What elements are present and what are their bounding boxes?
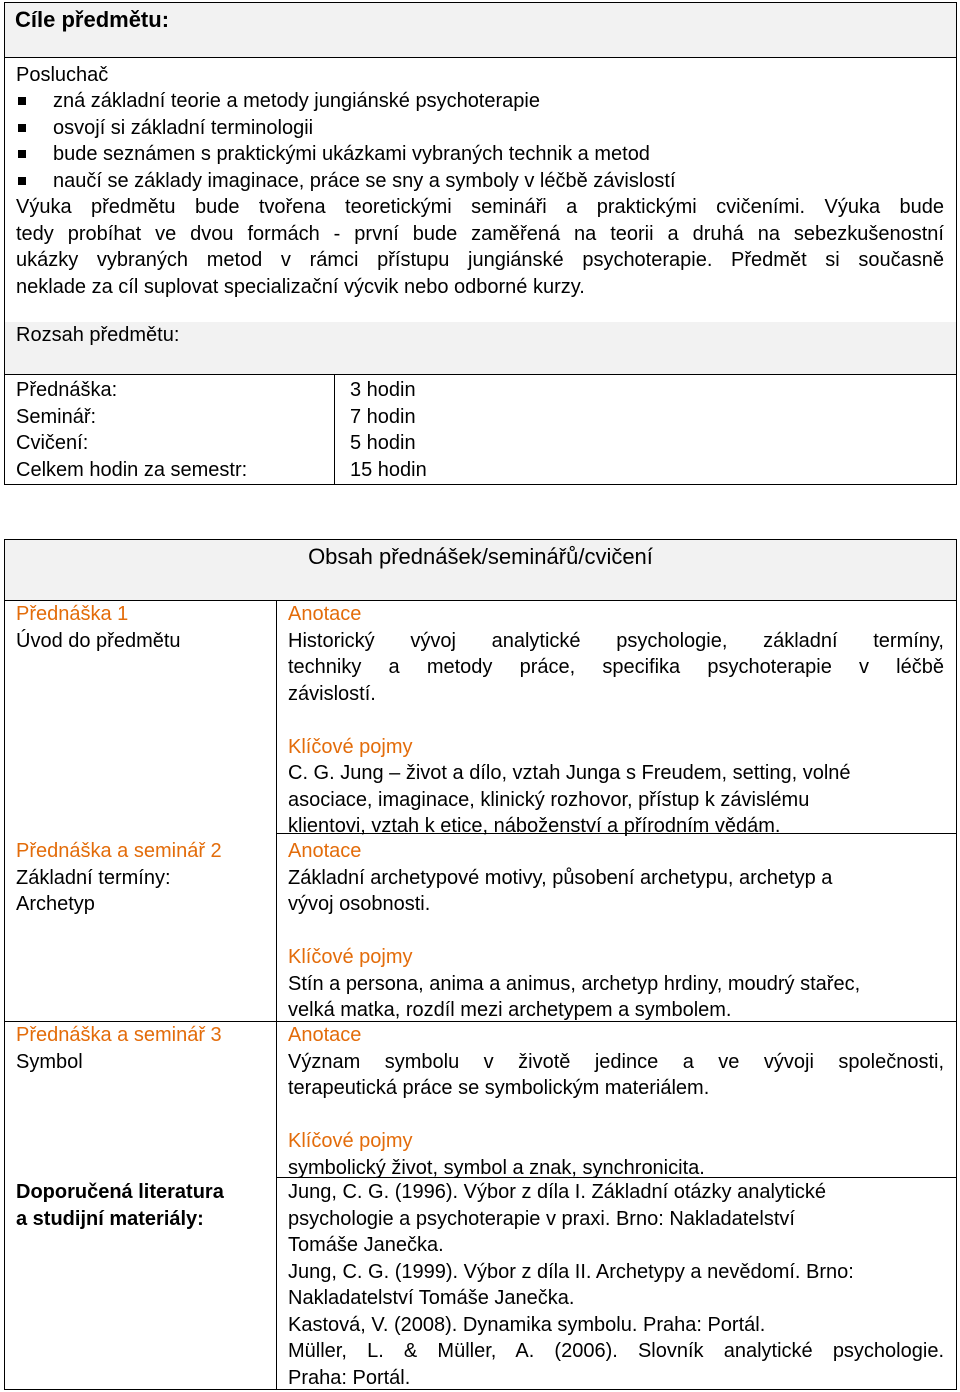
goals-paragraph-line: Výuka předmětu bude tvořena teoretickými semináři a praktickými cvičeními. Výuka bude <box>16 196 944 218</box>
literature-line: Nakladatelství Tomáše Janečka. <box>288 1287 575 1309</box>
keywords-line: symbolický život, symbol a znak, synchronicita. <box>288 1156 705 1179</box>
lecture-title: Úvod do předmětu <box>16 629 181 652</box>
goals-paragraph-line: tedy probíhat ve dvou formách - první bude zaměřená na teorii a druhá na sebezkušenostní <box>16 222 944 245</box>
literature-line: Praha: Portál. <box>288 1366 411 1389</box>
lecture-title: Symbol <box>16 1050 83 1073</box>
lecture-2-right <box>288 838 944 1024</box>
lecture-1-left <box>16 601 181 654</box>
scope-label-column <box>16 377 247 483</box>
annotation-label: Anotace <box>288 840 362 862</box>
lecture-1-right <box>288 601 944 840</box>
scope-label: Přednáška: <box>16 379 118 401</box>
literature-label <box>16 1179 224 1232</box>
goals-heading: Cíle předmětu: <box>15 7 170 32</box>
annotation-line: techniky a metody práce, specifika psychoterapie v léčbě <box>288 656 944 678</box>
goals-paragraph <box>16 194 944 300</box>
annotation-label: Anotace <box>288 1024 362 1046</box>
literature-line: Jung, C. G. (1999). Výbor z díla II. Archetypy a nevědomí. Brno: <box>288 1260 854 1283</box>
goal-bullet: bude seznámen s praktickými ukázkami vybraných technik a metod <box>16 141 676 168</box>
goal-bullet: naučí se základy imaginace, práce se sny a symboly v léčbě závislostí <box>16 168 676 195</box>
goals-bullet-list <box>16 88 676 194</box>
lecture-3-right <box>288 1022 944 1181</box>
lecture-2-left <box>16 838 222 918</box>
annotation-line: terapeutická práce se symbolickým materiálem. <box>288 1077 710 1099</box>
scope-label: Celkem hodin za semestr: <box>16 458 248 481</box>
scope-value: 3 hodin <box>350 379 416 401</box>
literature-line: Kastová, V. (2008). Dynamika symbolu. Praha: Portál. <box>288 1313 766 1336</box>
lecture-title: Základní termíny: <box>16 866 171 889</box>
content-header-cell <box>4 539 957 601</box>
lecture-label: Přednáška a seminář 3 <box>16 1024 222 1046</box>
goals-header-cell <box>4 2 957 58</box>
goal-bullet: zná základní teorie a metody jungiánské psychoterapie <box>16 88 676 115</box>
literature-label-line: Doporučená literatura <box>16 1181 224 1203</box>
lecture-label: Přednáška a seminář 2 <box>16 840 222 862</box>
scope-label: Seminář: <box>16 405 97 428</box>
scope-body-cell <box>4 374 957 485</box>
literature-list <box>288 1179 944 1391</box>
content-column-divider <box>276 601 277 1389</box>
literature-label-line: a studijní materiály: <box>16 1207 204 1230</box>
goal-bullet: osvojí si základní terminologii <box>16 115 676 142</box>
annotation-label: Anotace <box>288 603 362 625</box>
keywords-label: Klíčové pojmy <box>288 946 413 968</box>
scope-value: 15 hodin <box>350 458 427 481</box>
content-heading: Obsah přednášek/seminářů/cvičení <box>308 544 653 569</box>
keywords-line: C. G. Jung – život a dílo, vztah Junga s Freudem, setting, volné <box>288 762 851 784</box>
goals-paragraph-line: neklade za cíl suplovat specializační výcvik nebo odborné kurzy. <box>16 275 585 298</box>
annotation-line: Historický vývoj analytické psychologie, základní termíny, <box>288 629 944 652</box>
lecture-title: Archetyp <box>16 893 95 915</box>
content-table <box>4 600 957 1390</box>
lecture-3-left <box>16 1022 222 1075</box>
keywords-line: klientovi, vztah k etice, náboženství a přírodním vědám. <box>288 815 781 837</box>
keywords-label: Klíčové pojmy <box>288 735 413 758</box>
literature-line: Müller, L. & Müller, A. (2006). Slovník analytické psychologie. <box>288 1340 944 1362</box>
annotation-line: Význam symbolu v životě jedince a ve vývoji společnosti, <box>288 1050 944 1073</box>
scope-value-column <box>350 377 427 483</box>
literature-line: Jung, C. G. (1996). Výbor z díla I. Základní otázky analytické <box>288 1181 827 1203</box>
scope-value: 5 hodin <box>350 432 416 454</box>
goals-body-cell <box>4 57 957 322</box>
scope-label: Cvičení: <box>16 432 89 454</box>
keywords-line: Stín a persona, anima a animus, archetyp hrdiny, moudrý stařec, <box>288 972 861 995</box>
scope-header-cell <box>4 322 957 375</box>
goals-intro: Posluchač <box>16 64 109 86</box>
lecture-label: Přednáška 1 <box>16 603 129 625</box>
scope-heading: Rozsah předmětu: <box>16 324 180 346</box>
annotation-line: Základní archetypové motivy, působení archetypu, archetyp a <box>288 866 833 889</box>
annotation-line: závislostí. <box>288 682 376 705</box>
keywords-label: Klíčové pojmy <box>288 1130 413 1152</box>
literature-line: Tomáše Janečka. <box>288 1234 444 1256</box>
scope-column-divider <box>334 375 335 484</box>
annotation-line: vývoj osobnosti. <box>288 893 431 915</box>
literature-line: psychologie a psychoterapie v praxi. Brno: Nakladatelství <box>288 1207 795 1230</box>
goals-paragraph-line: ukázky vybraných metod v rámci přístupu jungiánské psychoterapie. Předmět si současně <box>16 249 944 271</box>
keywords-line: asociace, imaginace, klinický rozhovor, přístup k závislému <box>288 788 810 811</box>
scope-value: 7 hodin <box>350 405 416 428</box>
keywords-line: velká matka, rozdíl mezi archetypem a symbolem. <box>288 999 732 1021</box>
